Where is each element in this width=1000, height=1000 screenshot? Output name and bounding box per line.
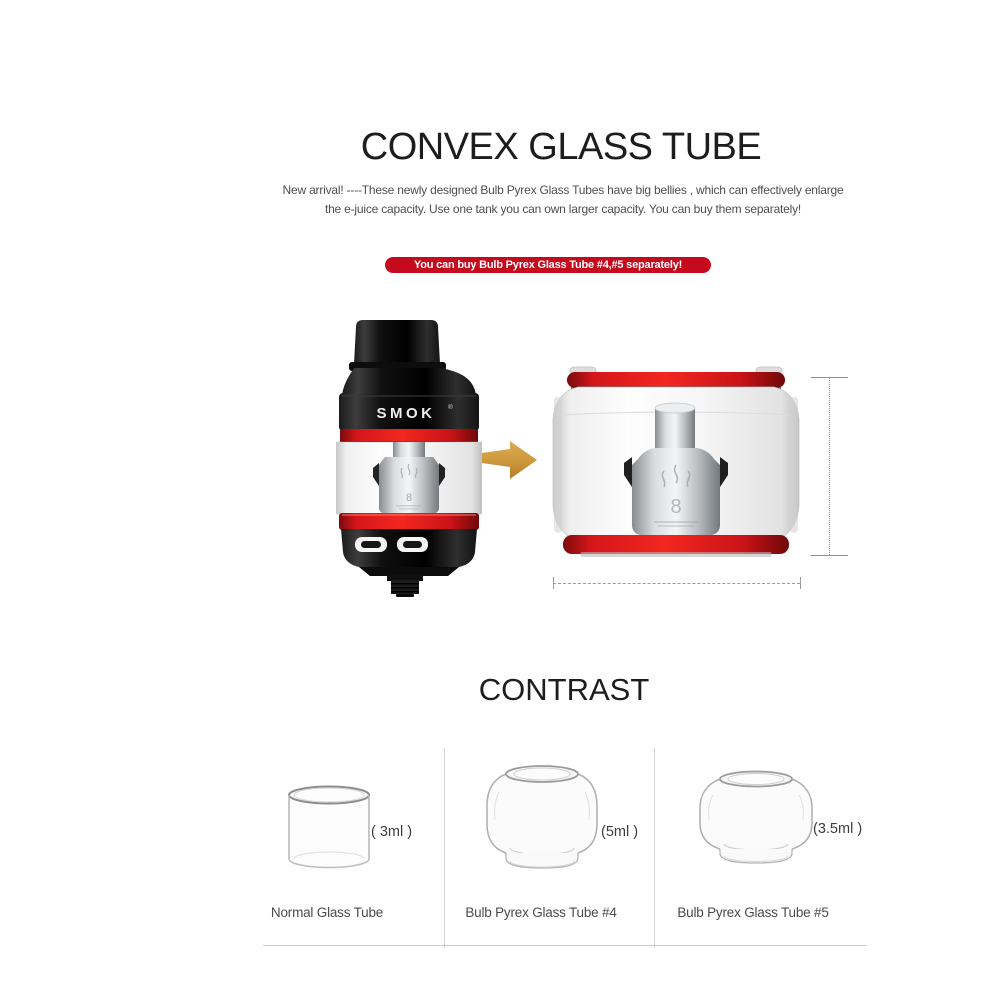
capacity-label: ( 3ml )	[371, 824, 413, 840]
capacity-label: (3.5ml )	[813, 821, 863, 837]
height-dimension-cap-top	[811, 377, 848, 378]
smok-tank-image	[336, 318, 482, 597]
tube-name-label: Bulb Pyrex Glass Tube #4	[465, 905, 617, 920]
normal-glass-tube-image	[287, 785, 371, 873]
capacity-label: (5ml )	[601, 824, 639, 840]
bulb-pyrex-tube-5-image	[698, 768, 814, 868]
bulb-pyrex-tube-4-image	[485, 762, 599, 874]
width-dimension-line	[553, 583, 800, 584]
contrast-title: CONTRAST	[478, 672, 650, 707]
bottom-red-ring	[563, 535, 789, 557]
height-dimension-cap-bottom	[811, 555, 848, 556]
description-line-2: the e-juice capacity. Use one tank you can own larger capacity. You can buy them separately!	[324, 202, 802, 216]
brand-band	[339, 393, 479, 431]
width-dimension-cap-right	[800, 577, 801, 589]
description-line-1: New arrival! ----These newly designed Bulb Pyrex Glass Tubes have big bellies , which can effectively enlarge	[282, 183, 844, 197]
drip-tip	[349, 320, 446, 371]
height-dimension-line	[829, 378, 830, 555]
tube-name-label: Normal Glass Tube	[270, 905, 384, 920]
brand-registered-mark: ®	[448, 404, 453, 411]
brand-text: SMOK	[376, 405, 436, 422]
airflow-base	[341, 529, 477, 576]
arrow-right-icon	[482, 440, 538, 480]
threaded-connector	[387, 575, 423, 597]
top-cap	[342, 368, 476, 395]
promo-banner: You can buy Bulb Pyrex Glass Tube #4,#5 separately!	[385, 257, 711, 273]
page-description	[63, 181, 1000, 219]
top-red-ring	[567, 372, 785, 389]
bottom-red-ring	[339, 513, 479, 530]
coil-number-mark: 8	[670, 496, 682, 518]
page-title: CONVEX GLASS TUBE	[360, 126, 762, 168]
width-dimension-cap-left	[553, 577, 554, 589]
bulb-glass-tube-image	[550, 365, 802, 562]
coil-number-mark: 8	[405, 492, 413, 504]
bottom-rule	[263, 945, 867, 946]
glass-section	[336, 442, 482, 514]
tube-name-label: Bulb Pyrex Glass Tube #5	[677, 905, 829, 920]
